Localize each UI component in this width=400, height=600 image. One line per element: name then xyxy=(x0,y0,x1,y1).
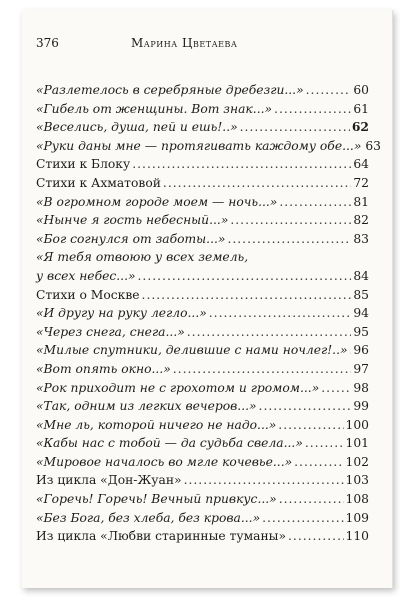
toc-entry-page: 62 xyxy=(351,119,369,135)
toc-entry-page: 97 xyxy=(353,361,369,376)
toc-dot-leader xyxy=(321,379,351,398)
toc-entry-title: «Вот опять окно...» xyxy=(36,361,171,376)
toc-entry xyxy=(36,397,369,416)
toc-dot-leader xyxy=(279,490,344,509)
toc-dot-leader xyxy=(209,304,352,323)
toc-entry xyxy=(36,453,369,472)
toc-entry-title: Стихи о Москве xyxy=(36,287,140,302)
toc-dot-leader xyxy=(173,360,352,379)
toc-dot-leader xyxy=(288,527,344,546)
toc-dot-leader xyxy=(132,155,351,174)
toc-entry-page: 101 xyxy=(345,436,369,451)
toc-entry-page: 98 xyxy=(353,380,369,395)
toc-dot-leader xyxy=(184,471,344,490)
toc-entry xyxy=(36,416,369,435)
toc-entry-page: 72 xyxy=(353,175,369,190)
toc-entry xyxy=(36,286,369,305)
toc-dot-leader xyxy=(305,434,344,453)
toc-entry-title: «В огромном городе моем — ночь...» xyxy=(36,194,278,209)
toc-entry-page: 81 xyxy=(353,194,369,209)
toc-dot-leader xyxy=(350,341,352,360)
toc-entry xyxy=(36,118,369,137)
toc-entry-page: 94 xyxy=(353,306,369,321)
toc-entry-title: «Мировое началось во мгле кочевье...» xyxy=(36,454,293,469)
toc-entry xyxy=(36,527,369,546)
toc-entry-title: «Руки даны мне — протягивать каждому обе...» xyxy=(36,138,362,153)
toc-entry xyxy=(36,155,369,174)
page-number: 376 xyxy=(36,36,59,50)
toc-entry-title: «Веселись, душа, пей и ешь!..» xyxy=(36,120,238,135)
toc-entry-page: 96 xyxy=(353,343,369,358)
toc-entry-title: Стихи к Ахматовой xyxy=(36,175,161,190)
book-page xyxy=(22,10,393,588)
toc-entry xyxy=(36,509,369,528)
toc-dot-leader xyxy=(227,230,351,249)
toc-entry-page: 102 xyxy=(345,454,369,469)
toc-entry xyxy=(36,434,369,453)
toc-entry xyxy=(36,137,382,156)
toc-dot-leader xyxy=(163,174,351,193)
toc-entry xyxy=(36,304,369,323)
toc-entry-title: «Мне ль, которой ничего не надо...» xyxy=(36,417,277,432)
toc-entry xyxy=(36,174,369,193)
toc-entry-title: «Гибель от женщины. Вот знак...» xyxy=(36,101,273,116)
toc-dot-leader xyxy=(259,397,352,416)
toc-entry-title: «Так, одним из легких вечеров...» xyxy=(36,399,257,414)
toc-entry-title: Из цикла «Дон-Жуан» xyxy=(36,473,182,488)
toc-entry xyxy=(36,323,369,342)
toc-entry-title: «Через снега, снега...» xyxy=(36,324,185,339)
toc-entry-page: 60 xyxy=(353,83,369,97)
toc-entry-title: «И другу на руку легло...» xyxy=(36,306,207,321)
toc-dot-leader xyxy=(294,453,343,472)
toc-entry xyxy=(36,471,369,490)
toc-entry-title: «Рок приходит не с грохотом и громом...» xyxy=(36,380,320,395)
toc-dot-leader xyxy=(274,100,351,119)
toc-dot-leader xyxy=(230,211,351,230)
toc-entry xyxy=(36,341,369,360)
toc-entry xyxy=(36,81,369,100)
toc-dot-leader xyxy=(138,267,352,286)
toc-entry xyxy=(36,490,369,509)
toc-dot-leader xyxy=(306,81,352,100)
toc-entry-page: 82 xyxy=(353,213,369,228)
toc-entry-page: 84 xyxy=(353,268,369,283)
toc-entry xyxy=(36,360,369,379)
table-of-contents xyxy=(36,81,382,546)
toc-entry-page: 61 xyxy=(353,101,369,116)
toc-entry-page: 108 xyxy=(345,492,369,507)
toc-entry-page: 63 xyxy=(365,138,382,153)
toc-entry xyxy=(36,100,369,119)
toc-entry-page: 103 xyxy=(345,473,369,488)
toc-entry-title: Стихи к Блоку xyxy=(36,157,131,172)
toc-entry-page: 64 xyxy=(353,157,369,172)
toc-entry-title: «Нынче я гость небесный...» xyxy=(36,213,229,228)
toc-entry-page: 95 xyxy=(353,324,369,339)
toc-entry xyxy=(36,379,369,398)
toc-dot-leader xyxy=(279,193,351,212)
running-head-author: Марина Цветаева xyxy=(131,36,238,50)
toc-entry-title: «Без Бога, без хлеба, без крова...» xyxy=(36,510,261,525)
toc-entry xyxy=(36,248,369,267)
toc-entry-title: у всех небес...» xyxy=(36,268,136,283)
toc-entry-title: «Милые спутники, делившие с нами ночлег!..» xyxy=(36,343,348,358)
toc-entry-page: 85 xyxy=(353,287,369,302)
toc-entry xyxy=(36,230,369,249)
toc-entry-title: Из цикла «Любви старинные туманы» xyxy=(36,529,286,544)
toc-entry-page: 99 xyxy=(353,399,369,414)
toc-entry-title: «Бог согнулся от заботы...» xyxy=(36,231,226,246)
toc-entry-title: «Горечь! Горечь! Вечный привкус...» xyxy=(36,492,277,507)
running-head xyxy=(36,36,366,56)
toc-dot-leader xyxy=(262,509,343,528)
toc-dot-leader xyxy=(142,286,352,305)
toc-dot-leader xyxy=(240,118,350,137)
toc-entry-page: 83 xyxy=(353,231,369,246)
toc-entry-title: «Я тебя отвоюю у всех земель, xyxy=(36,250,249,265)
toc-entry xyxy=(36,193,369,212)
toc-entry-title: «Разлетелось в серебряные дребезги...» xyxy=(36,83,304,97)
toc-entry-page: 110 xyxy=(345,529,369,544)
toc-entry xyxy=(36,267,369,286)
toc-entry-title: «Кабы нас с тобой — да судьба свела...» xyxy=(36,436,303,451)
toc-entry-page: 100 xyxy=(345,417,369,432)
toc-entry-page: 109 xyxy=(345,510,369,525)
toc-dot-leader xyxy=(278,416,343,435)
toc-entry xyxy=(36,211,369,230)
toc-dot-leader xyxy=(187,323,352,342)
